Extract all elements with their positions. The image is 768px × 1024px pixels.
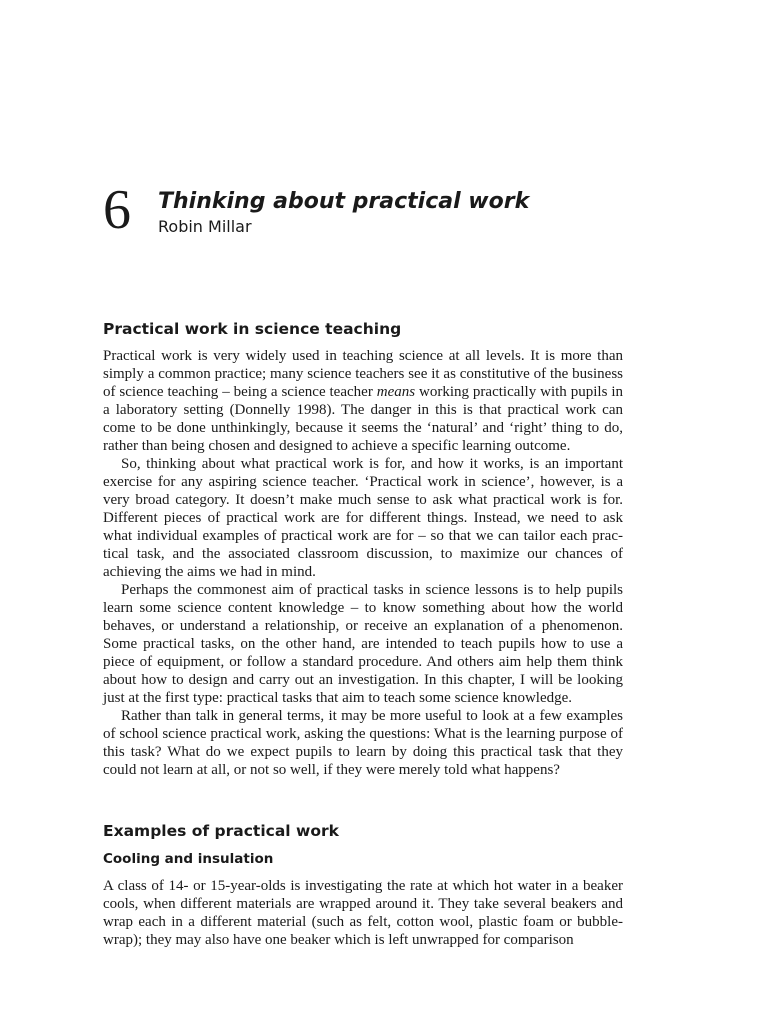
section-heading-practical-work-in-science-teaching: Practical work in science teaching <box>103 320 402 338</box>
section-body-practical-work <box>103 347 623 779</box>
paragraph-3: Perhaps the commonest aim of practical tasks in science lessons is to help pupils learn some science content knowledge – to know something about how the world behaves, or understand a relationship, or receive an explanation of a phenomenon. Some practical tasks, on the other hand, are intended to teach pupils how to use a piece of equipment, or follow a standard procedure. And others aim help them think about how to design and carry out an investigation. In this chapter, I will be looking just at the first type: practical tasks that aim to teach some science knowledge. <box>103 582 623 706</box>
subsection-heading-cooling-and-insulation: Cooling and insulation <box>103 851 274 867</box>
chapter-header <box>103 180 643 250</box>
paragraph-1-emphasis: means <box>376 384 416 400</box>
section-body-cooling <box>103 877 623 949</box>
chapter-number: 6 <box>103 179 131 241</box>
paragraph-1 <box>103 347 623 455</box>
section-heading-examples-of-practical-work: Examples of practical work <box>103 822 339 840</box>
paragraph-1-text-b: working practically with pupils in a laboratory setting (Donnelly 1998). The danger in this is that practical work can come to be done unthinkingly, because it seems the ‘natural’ and ‘right’ thing to do, rather than being chosen and designed to achieve a specific learning outcome. <box>103 384 623 454</box>
chapter-author: Robin Millar <box>158 217 252 236</box>
chapter-title: Thinking about practical work <box>158 189 530 214</box>
paragraph-cooling-1: A class of 14- or 15-year-olds is investigating the rate at which hot water in a beaker cools, when different materials are wrapped around it. They take several beakers and wrap each in a different material (such as felt, cotton wool, plastic foam or bubble-wrap); they may also have one beaker which is left unwrapped for comparison <box>103 878 623 948</box>
paragraph-4: Rather than talk in general terms, it may be more useful to look at a few examples of school science practical work, asking the questions: What is the learning purpose of this task? What do we expect pupils to learn by doing this practical task that they could not learn at all, or not so well, if they were merely told what happens? <box>103 708 623 778</box>
paragraph-2: So, thinking about what practical work is for, and how it works, is an important exercise for any aspiring science teacher. ‘Practical work in science’, however, is a very broad category. It doesn’t make much sense to ask what practical work is for. Different pieces of practical work are for different things. Instead, we need to ask what individual examples of practical work are for – so that we can tailor each practical task, and the associated classroom discussion, to maximize our chances of achieving the aims we had in mind. <box>103 456 623 580</box>
paragraph-1-text-a: Practical work is very widely used in teaching science at all levels. It is more than simply a common practice; many science teachers see it as constitutive of the business of science teaching – being a science teacher <box>103 348 623 400</box>
